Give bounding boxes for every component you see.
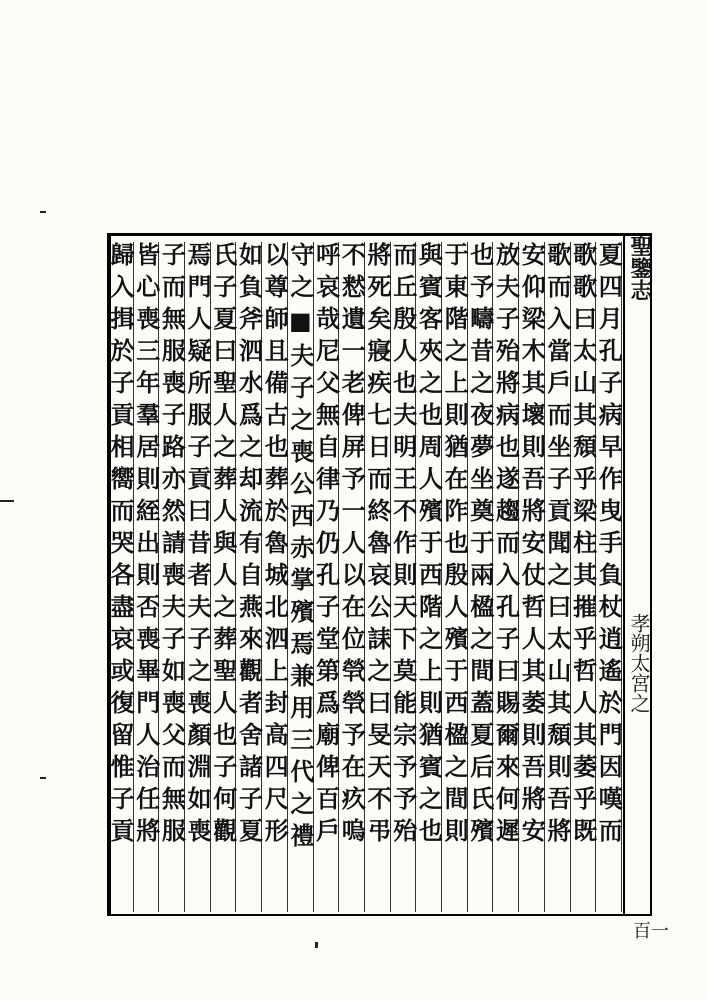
margin-mark-1 [40, 211, 46, 213]
column-text: 焉門人疑所服子貢曰昔者夫子之喪顏淵如喪 [183, 242, 213, 850]
column-text: 與賓客夾之也周人殯于西階之上則猶賓之也 [414, 242, 444, 850]
text-column [285, 242, 315, 912]
folio-number: 一百 [630, 921, 669, 939]
text-column [388, 242, 418, 912]
text-column [185, 242, 211, 912]
column-text: 于東階之上則猶在阼也殷人殯于西楹之間則 [440, 242, 470, 850]
margin-mark-3 [40, 777, 46, 779]
text-column [311, 242, 341, 912]
margin-column [623, 233, 669, 939]
text-column [596, 242, 622, 912]
text-column [491, 242, 521, 912]
margin-mark-4 [315, 942, 318, 948]
column-text: 歌歌曰太山其頹乎梁柱其摧乎哲人其萎乎既 [568, 242, 598, 850]
column-text: 歌而入當戶而坐子貢聞之曰太山其頹則吾將 [542, 242, 572, 850]
column-text: 而丘殷人也夫明王不作則天下莫能宗予予殆 [388, 242, 418, 850]
text-column [416, 242, 442, 912]
text-column [131, 242, 161, 912]
text-column [262, 242, 288, 912]
text-column [159, 242, 185, 912]
column-text: 以尊師且備古也葬於魯城北泗上封高四尺形 [260, 242, 290, 850]
text-column [208, 242, 238, 912]
column-text: 氏子夏曰聖人之葬人與人之葬聖人也子何觀 [208, 242, 238, 850]
text-column [519, 242, 545, 912]
text-column [108, 242, 134, 912]
text-column [365, 242, 391, 912]
margin-subtitle: 孝朔太宮之 [627, 613, 651, 713]
column-text: 歸入揖於子貢相嚮而哭各盡哀或復留惟子貢 [106, 242, 135, 850]
text-column [465, 242, 495, 912]
margin-mark-2 [0, 500, 14, 502]
margin-title: 聖鑒志 [627, 235, 653, 301]
text-column [568, 242, 598, 912]
column-text: 放夫子殆將病也遂趨而入孔子曰賜爾來何遲 [491, 242, 521, 850]
text-column [339, 242, 365, 912]
column-text: 安仰梁木其壞則吾將安仗哲人其萎則吾將安 [517, 242, 547, 850]
column-text: 將死矣寢疾七日而終魯哀公誄之曰旻天不弔 [363, 242, 392, 850]
column-text: 夏四月孔子病早作曳手負杖逍遙於門因嘆而 [594, 242, 624, 850]
column-text: 呼哀哉尼父無自律乃仍孔子堂第爲廟俾百戶 [311, 242, 341, 850]
text-column [542, 242, 572, 912]
text-column [442, 242, 468, 912]
page-frame [107, 233, 652, 916]
column-text: 子而無服喪子路亦然請喪夫子如喪父而無服 [157, 242, 187, 850]
column-text: 如負斧泗水爲之却流有自燕來觀者舍諸子夏 [234, 242, 264, 850]
text-column [234, 242, 264, 912]
column-text: 守之■夫子之喪公西赤掌殯焉兼用三代之禮 [285, 242, 315, 855]
column-text: 不慭遺一老俾屏予一人以在位煢煢予在疚嗚 [337, 242, 367, 850]
column-text: 皆心喪三年羣居則絰出則否喪畢門人治任將 [131, 242, 161, 850]
column-text: 也予疇昔之夜夢坐奠于兩楹之間蓋夏后氏殯 [465, 242, 495, 850]
